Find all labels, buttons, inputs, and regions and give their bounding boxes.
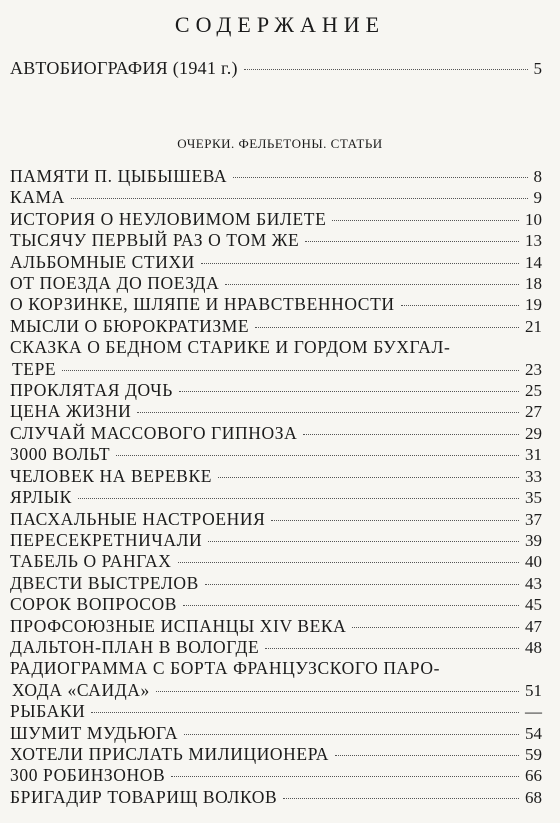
entry-title: ШУМИТ МУДЬЮГА	[10, 722, 179, 743]
entry-title: ДАЛЬТОН-ПЛАН В ВОЛОГДЕ	[10, 636, 260, 657]
dot-leader	[184, 734, 519, 735]
dot-leader	[183, 605, 519, 606]
entry-title: ПРОФСОЮЗНЫЕ ИСПАНЦЫ XIV ВЕКА	[10, 615, 347, 636]
page-number: 25	[525, 381, 542, 401]
dot-leader	[71, 198, 528, 199]
page-number: 10	[525, 209, 542, 229]
dot-leader	[178, 562, 519, 563]
page-number: 43	[525, 573, 542, 593]
dot-leader	[332, 220, 519, 221]
page-number: 37	[525, 509, 542, 529]
entry-title: РЫБАКИ	[10, 701, 86, 722]
page-number: 51	[525, 680, 542, 700]
toc-entry	[10, 509, 542, 530]
page-number: 9	[533, 188, 542, 208]
page-number: 54	[525, 723, 542, 743]
page-number: 40	[525, 552, 542, 572]
toc-entry	[10, 209, 542, 230]
dot-leader	[265, 648, 519, 649]
entry-title: ИСТОРИЯ О НЕУЛОВИМОМ БИЛЕТЕ	[10, 208, 327, 229]
toc-entry	[10, 701, 542, 722]
entry-title: МЫСЛИ О БЮРОКРАТИЗМЕ	[10, 315, 250, 336]
entry-title: ПАМЯТИ П. ЦЫБЫШЕВА	[10, 166, 228, 186]
entry-title: ПЕРЕСЕКРЕТНИЧАЛИ	[10, 529, 203, 550]
dot-leader	[91, 712, 519, 713]
entry-title: ЯРЛЫК	[10, 487, 72, 508]
dot-leader	[271, 520, 519, 521]
page-number: 59	[525, 744, 542, 764]
page-number: 27	[525, 402, 542, 422]
entry-title: ПРОКЛЯТАЯ ДОЧЬ	[10, 380, 173, 401]
entry-title: ТЫСЯЧУ ПЕРВЫЙ РАЗ О ТОМ ЖЕ	[10, 230, 300, 251]
entry-title: О КОРЗИНКЕ, ШЛЯПЕ И НРАВСТВЕННОСТИ	[10, 294, 395, 315]
dot-leader	[233, 177, 527, 178]
entry-title: КАМА	[10, 187, 65, 208]
toc-entry	[10, 637, 542, 658]
toc-entry	[10, 166, 542, 187]
dot-leader	[171, 776, 519, 777]
dot-leader	[201, 263, 519, 264]
dot-leader	[218, 477, 519, 478]
page-number: 31	[525, 445, 542, 465]
page-number: 21	[525, 316, 542, 336]
page-number: 48	[525, 637, 542, 657]
page-number: 8	[533, 167, 542, 186]
toc-entry	[10, 744, 542, 765]
entry-title: ХОТЕЛИ ПРИСЛАТЬ МИЛИЦИОНЕРА	[10, 743, 330, 764]
autobiography-entry	[10, 58, 542, 79]
dot-leader	[78, 498, 519, 499]
dot-leader	[244, 69, 528, 70]
entry-title: ОТ ПОЕЗДА ДО ПОЕЗДА	[10, 273, 220, 294]
dot-leader	[255, 327, 519, 328]
entry-title: ПАСХАЛЬНЫЕ НАСТРОЕНИЯ	[10, 508, 266, 529]
toc-entry	[10, 273, 542, 294]
toc-entry	[10, 423, 542, 444]
entry-title: БРИГАДИР ТОВАРИЩ ВОЛКОВ	[10, 786, 278, 807]
toc-entry	[10, 380, 542, 401]
toc-entry	[10, 187, 542, 208]
entry-title: ЧЕЛОВЕК НА ВЕРЕВКЕ	[10, 465, 213, 486]
page-number: 35	[525, 488, 542, 508]
dot-leader	[62, 370, 519, 371]
toc-entry	[10, 723, 542, 744]
entry-title-line-2: ХОДА «САИДА»	[12, 679, 150, 700]
toc-entry	[10, 787, 542, 808]
dot-leader	[303, 434, 519, 435]
toc-entry	[10, 594, 542, 615]
page-number: 68	[525, 787, 542, 807]
entry-title: АЛЬБОМНЫЕ СТИХИ	[10, 251, 195, 272]
entry-title: ТАБЕЛЬ О РАНГАХ	[10, 551, 172, 572]
toc-entry	[10, 658, 542, 701]
page-number: —	[525, 702, 542, 722]
toc-entry	[10, 530, 542, 551]
dot-leader	[137, 412, 519, 413]
page-number: 39	[525, 530, 542, 550]
entry-title-line-1: СКАЗКА О БЕДНОМ СТАРИКЕ И ГОРДОМ БУХГАЛ-	[10, 337, 451, 358]
page-title: СОДЕРЖАНИЕ	[174, 12, 386, 37]
page-number: 29	[525, 423, 542, 443]
toc-entry	[10, 444, 542, 465]
toc-entry	[10, 294, 542, 315]
entry-title-line-1: РАДИОГРАММА С БОРТА ФРАНЦУЗСКОГО ПАРО-	[10, 658, 441, 679]
toc-entry	[10, 252, 542, 273]
toc-entry	[10, 337, 542, 380]
toc-entry	[10, 466, 542, 487]
page-number: 45	[525, 595, 542, 615]
entry-title: 300 РОБИНЗОНОВ	[10, 765, 166, 786]
toc-entry	[10, 551, 542, 572]
dot-leader	[225, 284, 519, 285]
toc-entry	[10, 230, 542, 251]
dot-leader	[116, 455, 519, 456]
toc-entry	[10, 616, 542, 637]
page-number: 14	[525, 252, 542, 272]
page-number: 18	[525, 274, 542, 294]
page-number: 23	[525, 359, 542, 379]
toc-entry	[10, 765, 542, 786]
entry-title-line-2: ТЕРЕ	[12, 358, 57, 379]
page-number: 66	[525, 766, 542, 786]
entry-title: ЦЕНА ЖИЗНИ	[10, 401, 132, 422]
dot-leader	[401, 305, 519, 306]
dot-leader	[208, 541, 519, 542]
page-number: 13	[525, 231, 542, 251]
dot-leader	[205, 584, 519, 585]
entry-title: АВТОБИОГРАФИЯ (1941 г.)	[10, 58, 238, 78]
entry-title: СЛУЧАЙ МАССОВОГО ГИПНОЗА	[10, 422, 298, 443]
toc-list	[10, 166, 542, 808]
dot-leader	[335, 755, 519, 756]
page-number: 47	[525, 616, 542, 636]
entry-title: СОРОК ВОПРОСОВ	[10, 594, 178, 615]
entry-title: ДВЕСТИ ВЫСТРЕЛОВ	[10, 572, 199, 593]
dot-leader	[305, 241, 519, 242]
entry-title: 3000 ВОЛЬТ	[10, 444, 111, 465]
toc-entry	[10, 401, 542, 422]
dot-leader	[283, 798, 519, 799]
dot-leader	[156, 691, 519, 692]
section-title: ОЧЕРКИ. ФЕЛЬЕТОНЫ. СТАТЬИ	[177, 136, 383, 151]
dot-leader	[352, 627, 519, 628]
page-number: 33	[525, 466, 542, 486]
toc-entry	[10, 573, 542, 594]
dot-leader	[179, 391, 519, 392]
toc-entry	[10, 316, 542, 337]
toc-entry	[10, 487, 542, 508]
page-number: 19	[525, 295, 542, 315]
page-number: 5	[533, 59, 542, 78]
